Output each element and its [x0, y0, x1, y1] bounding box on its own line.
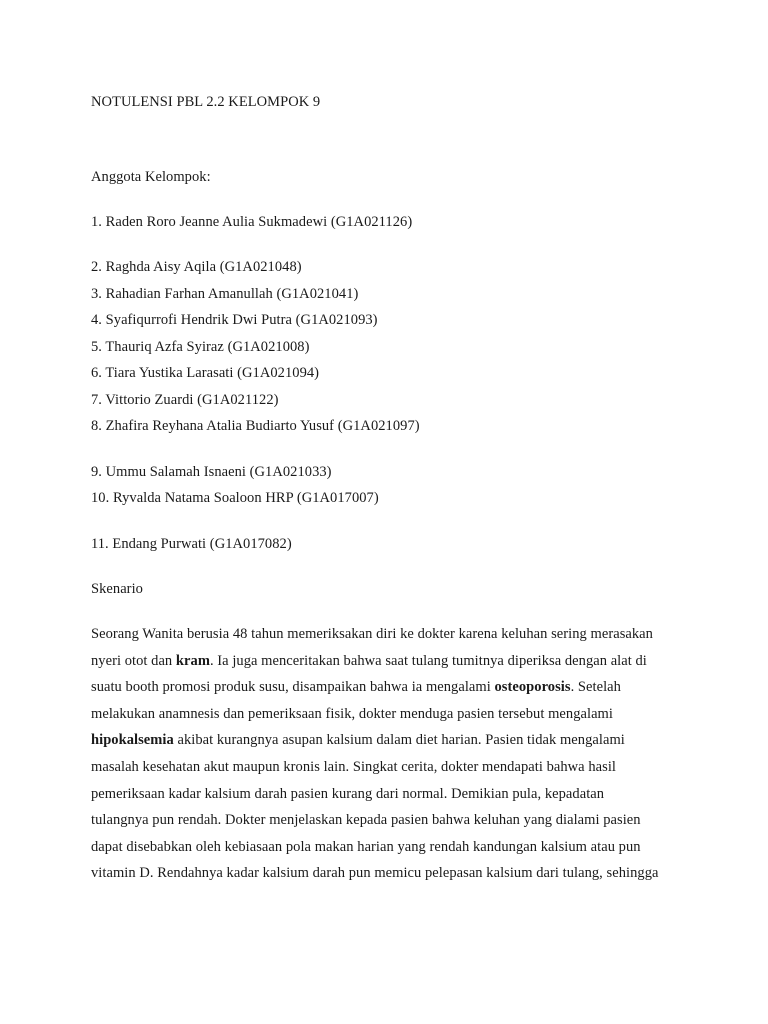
scenario-text: dapat disebabkan oleh kebiasaan pola makan harian yang rendah kandungan kalsium atau pun: [91, 838, 641, 855]
scenario-text: pemeriksaan kadar kalsium darah pasien kurang dari normal. Demikian pula, kepadatan: [91, 785, 605, 802]
scenario-line: [91, 701, 691, 728]
scenario-heading: Skenario: [91, 581, 143, 597]
member-item: 8. Zhafira Reyhana Atalia Budiarto Yusuf (G1A021097): [91, 418, 420, 434]
members-heading: Anggota Kelompok:: [91, 169, 211, 185]
member-item: 5. Thauriq Azfa Syiraz (G1A021008): [91, 339, 310, 355]
member-item: 1. Raden Roro Jeanne Aulia Sukmadewi (G1A021126): [91, 214, 413, 230]
member-item: 2. Raghda Aisy Aqila (G1A021048): [91, 259, 302, 275]
member-item: 4. Syafiqurrofi Hendrik Dwi Putra (G1A021093): [91, 312, 378, 328]
member-item: 11. Endang Purwati (G1A017082): [91, 536, 292, 552]
bold-term: osteoporosis: [494, 679, 571, 696]
scenario-text: . Ia juga menceritakan bahwa saat tulang tumitnya diperiksa dengan alat di: [209, 652, 647, 669]
scenario-line: [91, 674, 691, 701]
scenario-line: [91, 621, 691, 648]
scenario-line: [91, 727, 691, 754]
scenario-text: masalah kesehatan akut maupun kronis lain. Singkat cerita, dokter mendapati bahwa hasil: [91, 758, 616, 775]
scenario-text: . Setelah: [570, 679, 621, 696]
scenario-line: [91, 781, 691, 808]
scenario-text: Seorang Wanita berusia 48 tahun memeriksakan diri ke dokter karena keluhan sering merasakan: [91, 626, 653, 642]
member-item: 7. Vittorio Zuardi (G1A021122): [91, 392, 279, 408]
scenario-line: [91, 807, 691, 834]
scenario-line: [91, 648, 691, 675]
bold-term: kram: [175, 652, 210, 669]
member-item: 3. Rahadian Farhan Amanullah (G1A021041): [91, 286, 359, 302]
scenario-paragraph: [91, 621, 691, 887]
member-item: 10. Ryvalda Natama Soaloon HRP (G1A017007): [91, 490, 379, 506]
scenario-text: vitamin D. Rendahnya kadar kalsium darah pun memicu pelepasan kalsium dari tulang, sehingga: [91, 865, 659, 882]
member-item: 9. Ummu Salamah Isnaeni (G1A021033): [91, 464, 332, 480]
scenario-text: melakukan anamnesis dan pemeriksaan fisik, dokter menduga pasien tersebut mengalami: [91, 705, 613, 722]
scenario-line: [91, 860, 691, 887]
scenario-text: suatu booth promosi produk susu, disampaikan bahwa ia mengalami: [91, 679, 495, 696]
member-item: 6. Tiara Yustika Larasati (G1A021094): [91, 365, 320, 381]
bold-term: hipokalsemia: [91, 732, 174, 749]
scenario-text: nyeri otot dan: [91, 652, 176, 669]
scenario-line: [91, 754, 691, 781]
scenario-text: tulangnya pun rendah. Dokter menjelaskan kepada pasien bahwa keluhan yang dialami pasien: [91, 812, 641, 829]
scenario-text: akibat kurangnya asupan kalsium dalam diet harian. Pasien tidak mengalami: [173, 732, 625, 749]
scenario-line: [91, 834, 691, 861]
document-title: NOTULENSI PBL 2.2 KELOMPOK 9: [91, 94, 321, 110]
